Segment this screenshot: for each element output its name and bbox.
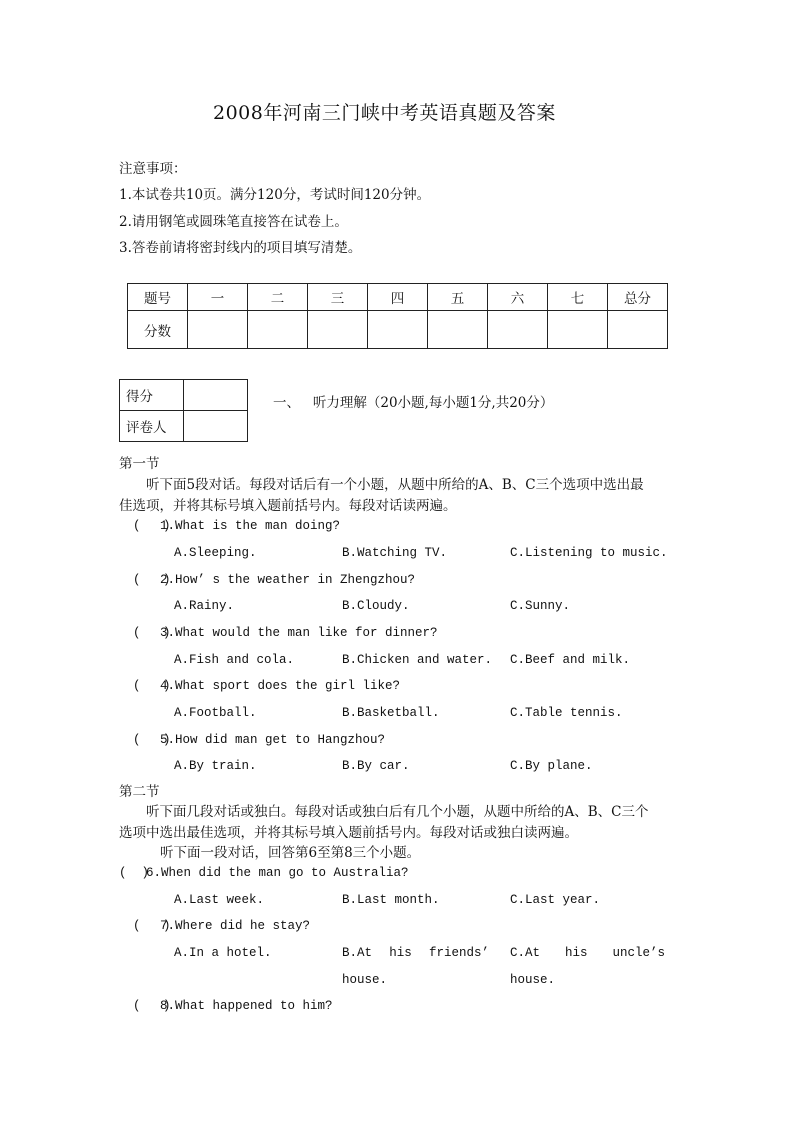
answer-bracket[interactable]: ( ) xyxy=(133,679,171,693)
option-c xyxy=(510,946,665,960)
part-instruction: 选项中选出最佳选项，并将其标号填入题前括号内。每段对话或独白读两遍。 xyxy=(119,825,578,841)
score-cell[interactable] xyxy=(368,311,428,349)
answer-bracket[interactable]: ( ) xyxy=(133,573,171,587)
notes-item: 1.本试卷共10页。满分120分，考试时间120分钟。 xyxy=(119,187,431,203)
option-c-word: uncle’s xyxy=(612,946,665,960)
option-a: A.Rainy. xyxy=(174,599,235,613)
option-b: B.Watching TV. xyxy=(342,546,448,560)
score-cell[interactable] xyxy=(548,311,608,349)
option-c: C.Listening to music. xyxy=(510,546,668,560)
score-cell[interactable] xyxy=(188,311,248,349)
option-c-continued: house. xyxy=(510,973,556,987)
option-b: B.Basketball. xyxy=(342,706,440,720)
notes-heading: 注意事项： xyxy=(119,161,187,177)
option-b-word: friends’ xyxy=(428,946,489,960)
score-table-header: 四 xyxy=(368,284,428,311)
score-table xyxy=(127,283,668,349)
score-table-header: 六 xyxy=(488,284,548,311)
part-label: 第二节 xyxy=(119,784,160,800)
option-a: A.Football. xyxy=(174,706,257,720)
grade-box xyxy=(119,379,248,442)
question-text: 6.When did the man go to Australia? xyxy=(146,866,409,880)
answer-bracket[interactable]: ( ) xyxy=(133,999,171,1013)
question-text: 7.Where did he stay? xyxy=(160,919,311,933)
question-text: 1.What is the man doing? xyxy=(160,519,341,533)
option-b: B.Cloudy. xyxy=(342,599,410,613)
question-text: 3.What would the man like for dinner? xyxy=(160,626,438,640)
option-b: B.By car. xyxy=(342,759,410,773)
score-table-header: 三 xyxy=(308,284,368,311)
option-b-continued: house. xyxy=(342,973,388,987)
option-c: C.By plane. xyxy=(510,759,593,773)
option-c: C.Sunny. xyxy=(510,599,571,613)
option-a: A.By train. xyxy=(174,759,257,773)
option-b-word: his xyxy=(389,946,412,960)
grade-score-cell[interactable] xyxy=(184,380,248,411)
score-table-header: 五 xyxy=(428,284,488,311)
grade-grader-cell[interactable] xyxy=(184,411,248,442)
notes-item: 3.答卷前请将密封线内的项目填写清楚。 xyxy=(119,240,362,256)
score-table-header: 一 xyxy=(188,284,248,311)
option-a: A.Fish and cola. xyxy=(174,653,295,667)
part-instruction: 佳选项，并将其标号填入题前括号内。每段对话读两遍。 xyxy=(119,498,457,514)
option-b-word: B.At xyxy=(342,946,373,960)
score-cell[interactable] xyxy=(608,311,668,349)
score-cell[interactable] xyxy=(428,311,488,349)
answer-bracket[interactable]: ( ) xyxy=(133,626,171,640)
score-table-header: 七 xyxy=(548,284,608,311)
part-instruction: 听下面5段对话。每段对话后有一个小题，从题中所给的A、B、C三个选项中选出最 xyxy=(146,477,644,493)
score-cell[interactable] xyxy=(308,311,368,349)
option-c-word: his xyxy=(564,946,588,960)
score-table-row-label: 分数 xyxy=(128,311,188,349)
grade-score-label: 得分 xyxy=(120,380,184,411)
answer-bracket[interactable]: ( ) xyxy=(119,866,150,880)
answer-bracket[interactable]: ( ) xyxy=(133,919,171,933)
option-b xyxy=(342,946,489,960)
question-text: 8.What happened to him? xyxy=(160,999,333,1013)
score-cell[interactable] xyxy=(248,311,308,349)
option-b: B.Last month. xyxy=(342,893,440,907)
score-table-header: 总分 xyxy=(608,284,668,311)
score-cell[interactable] xyxy=(488,311,548,349)
option-a: A.Sleeping. xyxy=(174,546,257,560)
question-text: 4.What sport does the girl like? xyxy=(160,679,401,693)
option-c-word: C.At xyxy=(510,946,541,960)
section-heading: 一、 听力理解（20小题,每小题1分,共20分） xyxy=(273,395,554,411)
part-label: 第一节 xyxy=(119,456,160,472)
option-a: A.Last week. xyxy=(174,893,265,907)
sub-instruction: 听下面一段对话，回答第6至第8三个小题。 xyxy=(160,845,421,861)
score-table-header: 二 xyxy=(248,284,308,311)
option-c: C.Table tennis. xyxy=(510,706,623,720)
answer-bracket[interactable]: ( ) xyxy=(133,733,171,747)
option-c: C.Last year. xyxy=(510,893,601,907)
option-b: B.Chicken and water. xyxy=(342,653,493,667)
score-table-header: 题号 xyxy=(128,284,188,311)
part-instruction: 听下面几段对话或独白。每段对话或独白后有几个小题，从题中所给的A、B、C三个 xyxy=(146,804,649,820)
grade-grader-label: 评卷人 xyxy=(120,411,184,442)
option-a: A.In a hotel. xyxy=(174,946,272,960)
answer-bracket[interactable]: ( ) xyxy=(133,519,171,533)
question-text: 2.How’ s the weather in Zhengzhou? xyxy=(160,573,416,587)
page-title: 2008年河南三门峡中考英语真题及答案 xyxy=(213,102,556,124)
option-c: C.Beef and milk. xyxy=(510,653,631,667)
notes-item: 2.请用钢笔或圆珠笔直接答在试卷上。 xyxy=(119,214,348,230)
question-text: 5.How did man get to Hangzhou? xyxy=(160,733,386,747)
